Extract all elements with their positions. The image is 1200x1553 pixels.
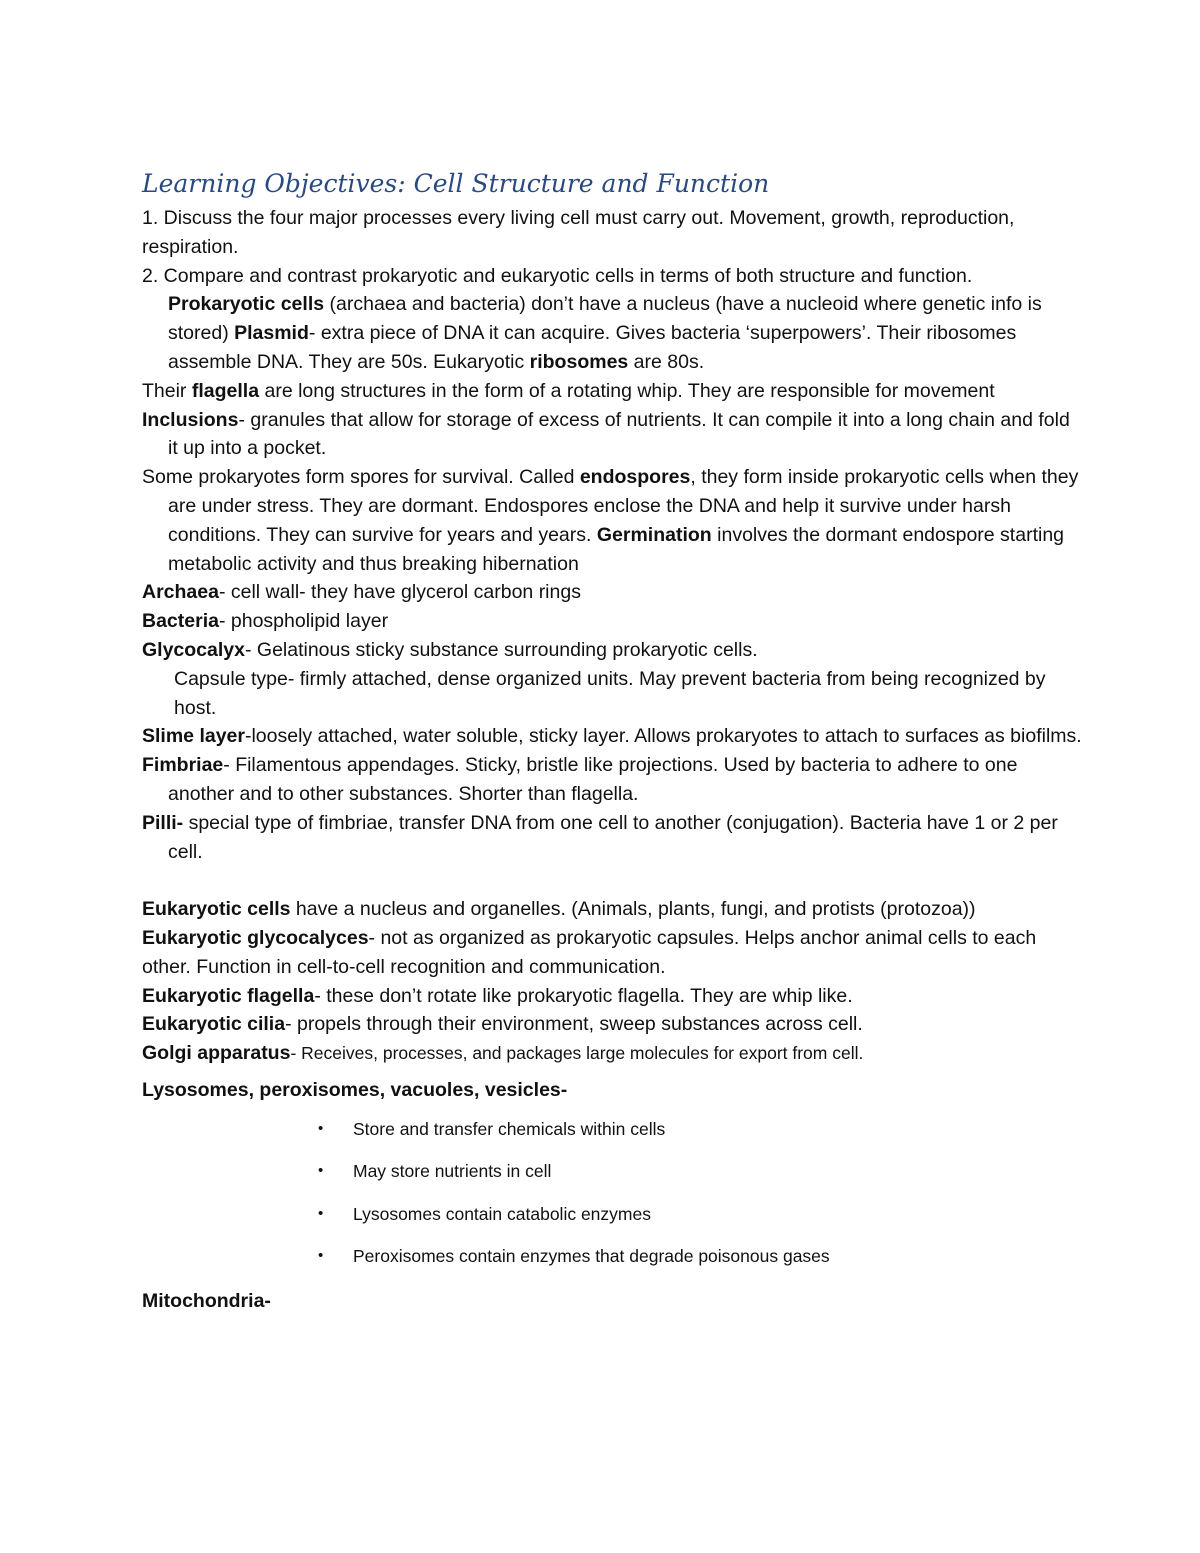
capsule-text: Capsule type- firmly attached, dense organized units. May prevent bacteria from being recognized by host. [174, 667, 1046, 719]
term-slime-layer: Slime layer [142, 725, 245, 748]
bullet-icon: • [318, 1247, 324, 1265]
term-bacteria: Bacteria [142, 610, 219, 633]
list-item [142, 1202, 1082, 1226]
eukaryotic-flagella-text: - these don’t rotate like prokaryotic flagella. They are whip like. [314, 984, 853, 1007]
bacteria-paragraph [142, 607, 1082, 636]
term-mitochondria: Mitochondria [142, 1289, 265, 1312]
term-prokaryotic-cells: Prokaryotic cells [168, 293, 325, 316]
term-golgi-apparatus: Golgi apparatus [142, 1042, 291, 1065]
flagella-paragraph [142, 377, 1082, 406]
lysosomes-heading [142, 1076, 1082, 1105]
list-item [142, 1244, 1082, 1268]
bacteria-text: - phospholipid layer [218, 610, 389, 633]
eukaryotic-cilia-text: - propels through their environment, sweep substances across cell. [285, 1013, 863, 1036]
glycocalyx-paragraph [142, 636, 1082, 665]
term-fimbriae: Fimbriae [142, 754, 224, 777]
list-item-text: Lysosomes contain catabolic enzymes [353, 1203, 651, 1224]
eukaryotic-flagella-paragraph [142, 982, 1082, 1011]
page-title: Learning Objectives: Cell Structure and Function [142, 169, 770, 198]
list-item-text: May store nutrients in cell [353, 1161, 552, 1182]
inclusions-text: - granules that allow for storage of excess of nutrients. It can compile it into a long chain and fold it up into a pocket. [168, 408, 1070, 460]
term-archaea: Archaea [142, 581, 219, 604]
list-item-text: Peroxisomes contain enzymes that degrade poisonous gases [353, 1246, 830, 1267]
objective-2-text-d: are 80s. [628, 350, 705, 373]
fimbriae-paragraph [142, 751, 1082, 809]
archaea-paragraph [142, 578, 1082, 607]
term-flagella: flagella [191, 379, 260, 402]
endospores-paragraph [142, 463, 1082, 578]
endospores-pre: Some prokaryotes form spores for survival. Called [142, 466, 580, 489]
objective-1-text: Discuss the four major processes every living cell must carry out. Movement, growth, reproduction, respiration. [142, 207, 1015, 258]
term-eukaryotic-cells: Eukaryotic cells [142, 898, 291, 921]
pilli-paragraph [142, 809, 1082, 867]
eukaryotic-cilia-paragraph [142, 1010, 1082, 1039]
term-lysosomes: Lysosomes, peroxisomes, vacuoles, vesicles [142, 1078, 561, 1101]
objective-2-text-c: - extra piece of DNA it can acquire. Gives bacteria ‘superpowers’. Their ribosomes assemble DNA. They are 50s. Eukaryotic [168, 322, 1017, 373]
term-pilli: Pilli- [142, 811, 184, 834]
organelle-bullet-list [142, 1117, 1082, 1269]
term-eukaryotic-cilia: Eukaryotic cilia [142, 1013, 286, 1036]
objective-1 [142, 204, 1082, 262]
term-inclusions: Inclusions [142, 408, 239, 431]
list-item-text: Store and transfer chemicals within cells [353, 1118, 666, 1139]
pilli-text: special type of fimbriae, transfer DNA from one cell to another (conjugation). Bacteria have 1 or 2 per cell. [168, 811, 1058, 863]
endospores-text: , they form inside prokaryotic cells when they are under stress. They are dormant. Endospores enclose the DNA and help it survive under harsh conditions. They can survive for years and years. [168, 466, 1079, 546]
list-item [142, 1159, 1082, 1183]
term-eukaryotic-glycocalyces: Eukaryotic glycocalyces [142, 926, 369, 949]
objective-2-text: Compare and contrast prokaryotic and eukaryotic cells in terms of both structure and function. [158, 264, 973, 287]
mitochondria-dash: - [264, 1289, 271, 1312]
golgi-paragraph [142, 1039, 1082, 1068]
flagella-pre: Their [142, 379, 192, 402]
paragraph-gap [142, 866, 1082, 895]
term-endospores: endospores [579, 466, 691, 489]
objective-2-text-b: (archaea and bacteria) don’t have a nucleus (have a nucleoid where genetic info is stored) [168, 293, 1042, 345]
glycocalyx-text: - Gelatinous sticky substance surrounding prokaryotic cells. [244, 638, 758, 661]
term-glycocalyx: Glycocalyx [142, 638, 245, 661]
fimbriae-text: - Filamentous appendages. Sticky, bristle like projections. Used by bacteria to adhere to one another and to other substances. Shorter than flagella. [168, 754, 1018, 805]
flagella-text: are long structures in the form of a rotating whip. They are responsible for movement [259, 379, 995, 402]
slime-layer-text: -loosely attached, water soluble, sticky layer. Allows prokaryotes to attach to surfaces as biofilms. [244, 725, 1082, 748]
golgi-text: - Receives, processes, and packages large molecules for export from cell. [290, 1043, 864, 1064]
germination-text: involves the dormant endospore starting metabolic activity and thus breaking hibernation [168, 523, 1065, 575]
archaea-text: - cell wall- they have glycerol carbon rings [218, 581, 581, 604]
eukaryotic-glycocalyces-paragraph [142, 924, 1082, 982]
slime-layer-paragraph [142, 722, 1082, 751]
capsule-paragraph [142, 665, 1082, 723]
eukaryotic-glycocalyces-text: - not as organized as prokaryotic capsules. Helps anchor animal cells to each other. Function in cell-to-cell recognition and communication. [142, 926, 1037, 978]
document-page [142, 166, 1082, 1316]
mitochondria-heading [142, 1287, 1082, 1316]
eukaryotic-cells-text: have a nucleus and organelles. (Animals, plants, fungi, and protists (protozoa)) [290, 898, 976, 921]
inclusions-paragraph [142, 406, 1082, 464]
bullet-icon: • [318, 1119, 324, 1137]
term-ribosomes: ribosomes [529, 350, 629, 373]
bullet-icon: • [318, 1204, 324, 1222]
term-plasmid: Plasmid [234, 322, 309, 345]
term-germination: Germination [596, 523, 712, 546]
list-item [142, 1117, 1082, 1141]
lysosomes-dash: - [560, 1078, 568, 1101]
term-eukaryotic-flagella: Eukaryotic flagella [142, 984, 315, 1007]
objective-2-number: 2. [142, 264, 159, 287]
bullet-icon: • [318, 1162, 324, 1180]
objective-2 [142, 262, 1082, 377]
eukaryotic-cells-paragraph [142, 895, 1082, 924]
objective-1-number: 1. [142, 207, 159, 229]
